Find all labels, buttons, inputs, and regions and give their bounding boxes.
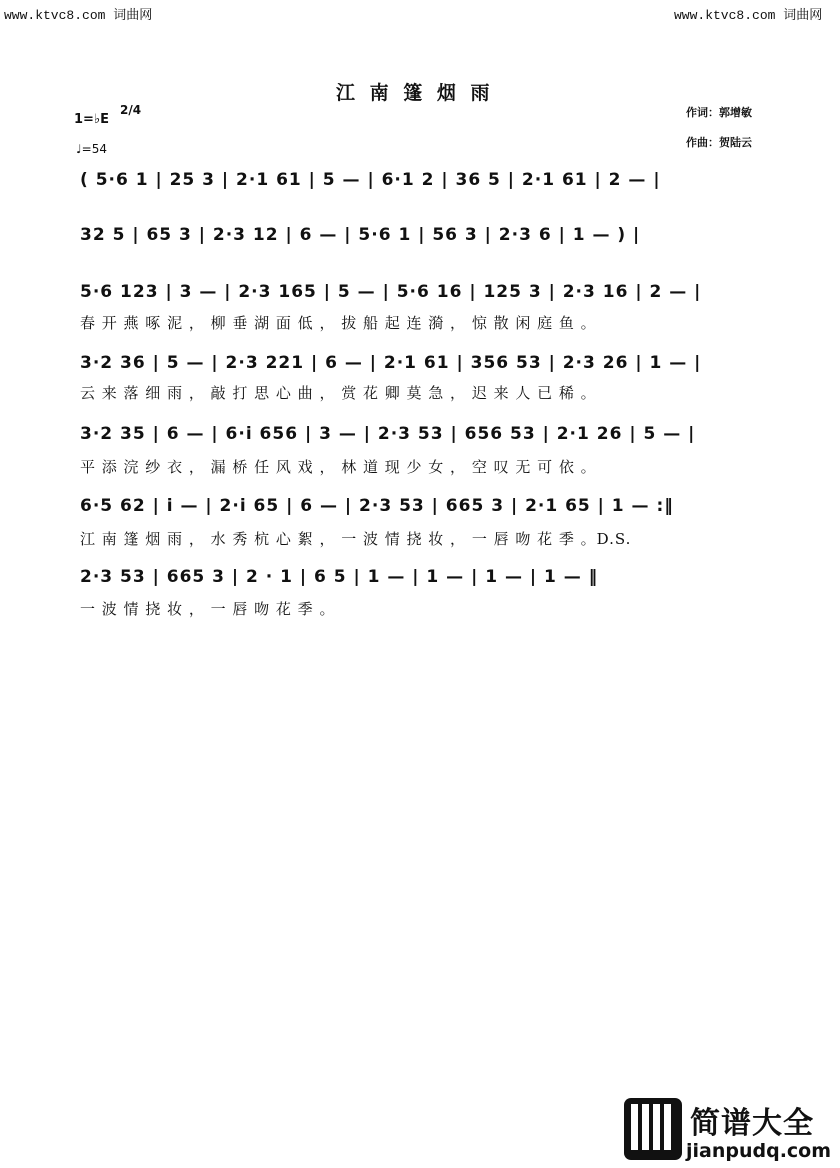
score-line-4-notes: 3·2 36 | 5 — | 2·3 221 | 6 — | 2·1 61 | 356 53 | 2·3 26 | 1 — |	[80, 353, 702, 373]
composer-credit: 作曲：贺陆云	[686, 136, 752, 149]
score-line-7-lyrics: 一 波 情 挠 妆 ， 一 唇 吻 花 季 。	[80, 600, 336, 618]
brand-url: jianpudq.com	[686, 1140, 832, 1162]
score-line-5-notes: 3·2 35 | 6 — | 6·i 656 | 3 — | 2·3 53 | 656 53 | 2·1 26 | 5 — |	[80, 424, 696, 444]
tempo-marking: ♩=54	[76, 142, 107, 156]
site-logo	[624, 1098, 834, 1168]
lyricist-credit: 作词：郭增敏	[686, 106, 752, 119]
brand-name: 简谱大全	[690, 1106, 814, 1141]
score-line-1-notes: ( 5·6 1 | 25 3 | 2·1 61 | 5 — | 6·1 2 | 36 5 | 2·1 61 | 2 — |	[80, 170, 661, 190]
score-line-5-lyrics: 平 添 浣 纱 衣 ， 漏 桥 任 风 戏 ， 林 道 现 少 女 ， 空 叹 无 可 依 。	[80, 458, 597, 476]
score-line-2-notes: 32 5 | 65 3 | 2·3 12 | 6 — | 5·6 1 | 56 3 | 2·3 6 | 1 — ) |	[80, 225, 641, 245]
score-line-4-lyrics: 云 来 落 细 雨 ， 敲 打 思 心 曲 ， 赏 花 卿 莫 急 ， 迟 来 人 已 稀 。	[80, 384, 597, 402]
time-signature: 2/4	[120, 103, 142, 117]
score-line-3-notes: 5·6 123 | 3 — | 2·3 165 | 5 — | 5·6 16 | 125 3 | 2·3 16 | 2 — |	[80, 282, 702, 302]
score-line-7-notes: 2·3 53 | 665 3 | 2 · 1 | 6 5 | 1 — | 1 — | 1 — | 1 — ‖	[80, 567, 599, 587]
score-line-3-lyrics: 春 开 燕 啄 泥 ， 柳 垂 湖 面 低 ， 拔 船 起 连 漪 ， 惊 散 闲 庭 鱼 。	[80, 314, 597, 332]
site-watermark-right: www.ktvc8.com 词曲网	[674, 8, 823, 23]
score-line-6-notes: 6·5 62 | i — | 2·i 65 | 6 — | 2·3 53 | 665 3 | 2·1 65 | 1 — :‖	[80, 496, 674, 516]
piano-icon	[624, 1098, 682, 1160]
song-title: 江 南 篷 烟 雨	[336, 82, 494, 104]
score-line-6-lyrics: 江 南 篷 烟 雨 ， 水 秀 杭 心 絮 ， 一 波 情 挠 妆 ， 一 唇 吻 花 季 。D.S.	[80, 530, 632, 548]
key-signature: 1=♭E	[74, 112, 109, 127]
site-watermark-left: www.ktvc8.com 词曲网	[4, 8, 153, 23]
